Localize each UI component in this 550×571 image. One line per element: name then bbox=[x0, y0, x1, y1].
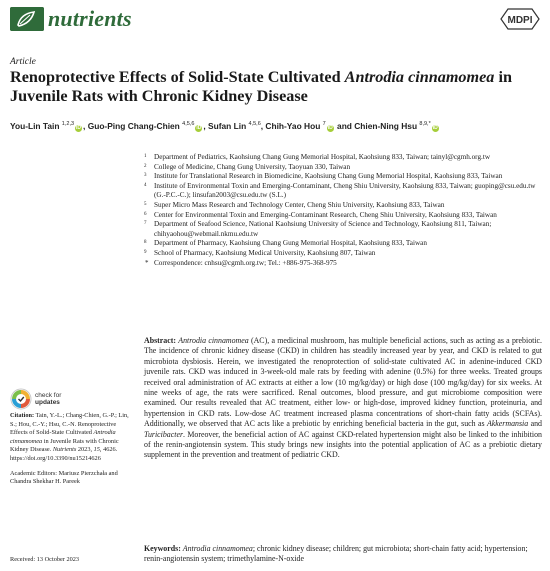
abstract-bacteria-2: Turicibacter bbox=[144, 429, 184, 439]
article-type: Article bbox=[10, 57, 36, 67]
keywords-text: ; chronic kidney disease; children; gut microbiota; short-chain fatty acid; hypertension; renin-angiotensin system; trimethylamine-N-oxide bbox=[144, 544, 528, 564]
abstract-label: Abstract: bbox=[144, 336, 179, 345]
author-list bbox=[10, 121, 545, 132]
orcid-icon[interactable]: iD bbox=[76, 125, 82, 131]
affiliation-item bbox=[144, 211, 544, 221]
citation-species: Antrodia cinnamomea bbox=[10, 429, 116, 445]
citation-block bbox=[10, 412, 130, 464]
editors-block bbox=[10, 470, 130, 487]
citation-label: Citation: bbox=[10, 412, 35, 419]
affiliation-text: Institute for Translational Research in Biomedicine, Kaohsiung Chang Gung Memorial Hospital, Kaohsiung 833, Taiwan bbox=[154, 172, 503, 181]
article-title bbox=[10, 68, 530, 106]
affiliation-number: 1 bbox=[144, 154, 147, 159]
citation-year: 2023, bbox=[76, 446, 94, 454]
affiliation-item bbox=[144, 239, 544, 249]
author-4[interactable] bbox=[265, 121, 334, 131]
mdpi-logo-icon bbox=[500, 8, 540, 30]
abstract-text-3: . Moreover, the beneficial action of AC against CKD-related hypertension might also be linked to the inhibition of the renin-angiotensin system. This study brings new insights into the potential application of AC as a prebiotic dietary supplement in the prevention and treatment of pediatric CKD. bbox=[144, 429, 542, 460]
author-affiliation-refs: 4,5,6 bbox=[248, 121, 261, 128]
abstract-species: Antrodia cinnamomea bbox=[178, 336, 249, 345]
keywords bbox=[144, 544, 542, 565]
affiliation-number: 2 bbox=[144, 163, 147, 169]
check-updates-line2: updates bbox=[35, 399, 60, 406]
author-affiliation-refs: 1,2,3 bbox=[61, 121, 75, 128]
citation-journal: Nutrients bbox=[52, 446, 77, 454]
citation-text-2: in Juvenile Rats with Chronic Kidney Disease. bbox=[10, 437, 119, 454]
affiliation-text: Department of Pediatrics, Kaohsiung Chang Gung Memorial Hospital, Kaohsiung 833, Taiwan; tainyl@cgmh.org.tw bbox=[154, 153, 491, 161]
affiliation-number: 4 bbox=[144, 182, 147, 188]
orcid-icon[interactable]: iD bbox=[432, 125, 438, 131]
orcid-icon[interactable]: iD bbox=[196, 125, 202, 131]
author-name: Sufan Lin bbox=[208, 121, 247, 131]
author-name: Chih-Yao Hou bbox=[265, 121, 321, 131]
title-part-1: Renoprotective Effects of Solid-State Cultivated bbox=[10, 68, 345, 86]
author-name: Guo-Ping Chang-Chien bbox=[87, 121, 180, 131]
check-updates-label bbox=[35, 392, 61, 407]
affiliation-item bbox=[144, 172, 544, 182]
mdpi-text: MDPI bbox=[507, 15, 533, 26]
affiliation-item bbox=[144, 249, 544, 259]
journal-emblem-icon bbox=[10, 7, 44, 31]
affiliation-text: Department of Pharmacy, Kaohsiung Chang Gung Memorial Hospital, Kaohsiung 833, Taiwan bbox=[154, 239, 427, 248]
author-name: You-Lin Tain bbox=[10, 121, 60, 131]
check-updates-icon bbox=[10, 388, 32, 410]
citation-volume: 15 bbox=[93, 446, 100, 454]
author-5[interactable] bbox=[354, 121, 439, 131]
affiliation-number: 7 bbox=[144, 221, 147, 227]
affiliation-number: 6 bbox=[144, 211, 147, 217]
author-separator: , bbox=[83, 121, 88, 131]
correspondence-marker: * bbox=[145, 258, 149, 267]
abstract bbox=[144, 336, 542, 461]
journal-name: nutrients bbox=[48, 6, 132, 31]
correspondence-text: Correspondence: cnhsu@cgmh.org.tw; Tel.: +886-975-368-975 bbox=[154, 258, 337, 267]
editors-label: Academic Editors: bbox=[10, 469, 58, 477]
check-updates-line1: check for bbox=[35, 391, 62, 399]
citation-text: Tain, Y.-L.; Chang-Chien, G.-P.; Lin, S.; Hou, C.-Y.; Hsu, C.-N. Renoprotective Effects of Solid-State Cultivated bbox=[10, 412, 129, 437]
author-3[interactable] bbox=[208, 121, 261, 131]
affiliation-number: 8 bbox=[144, 240, 147, 246]
author-affiliation-refs: 4,5,6 bbox=[182, 121, 195, 128]
affiliation-item bbox=[144, 201, 544, 211]
abstract-bacteria-1: Akkermansia bbox=[486, 419, 529, 429]
title-species: Antrodia cinnamomea bbox=[344, 68, 495, 86]
citation-sidebar bbox=[10, 412, 130, 493]
affiliation-list bbox=[144, 153, 544, 268]
author-name: Chien-Ning Hsu bbox=[354, 121, 418, 131]
author-affiliation-refs: 8,9,* bbox=[419, 121, 431, 128]
affiliation-item bbox=[144, 182, 544, 201]
author-joiner: and bbox=[334, 121, 355, 131]
received-date: Received: 13 October 2023 bbox=[10, 556, 80, 563]
citation-doi[interactable]: , 4626. https://doi.org/10.3390/nu15214626 bbox=[10, 446, 118, 462]
editors-text: Mariusz Pierzchała and Chandra Shekhar H. Pareek bbox=[10, 469, 118, 486]
orcid-icon[interactable]: iD bbox=[327, 125, 333, 131]
title-part-2: in Juvenile Rats with Chronic Kidney Disease bbox=[10, 68, 512, 105]
affiliation-number: 5 bbox=[144, 201, 147, 207]
author-affiliation-refs: 7 bbox=[322, 121, 326, 128]
check-for-updates-badge[interactable] bbox=[10, 388, 61, 410]
affiliation-text: Super Micro Mass Research and Technology Center, Cheng Shiu University, Kaohsiung 833, Taiwan bbox=[154, 200, 445, 209]
author-1[interactable] bbox=[10, 121, 83, 131]
mdpi-logo[interactable] bbox=[500, 8, 540, 30]
keywords-species: Antrodia cinnamomea bbox=[182, 544, 253, 553]
affiliation-text: Department of Seafood Science, National Kaohsiung University of Science and Technology, Kaohsiung 811, Taiwan; chihyaohou@webmail.nkmu.edu.tw bbox=[154, 220, 492, 238]
author-separator: , bbox=[260, 121, 266, 131]
author-separator: , bbox=[203, 121, 209, 131]
affiliation-item bbox=[144, 163, 544, 173]
affiliation-text: School of Pharmacy, Kaohsiung Medical University, Kaohsiung 807, Taiwan bbox=[154, 248, 376, 257]
affiliation-text: College of Medicine, Chang Gung University, Taoyuan 330, Taiwan bbox=[154, 162, 351, 171]
abstract-text-2: and bbox=[528, 419, 542, 429]
keywords-label: Keywords: bbox=[144, 544, 183, 553]
affiliation-text: Center for Environmental Toxin and Emerging-Contaminant Research, Cheng Shiu University, Kaohsiung 833, Taiwan bbox=[154, 210, 497, 219]
affiliation-item bbox=[144, 153, 544, 163]
author-2[interactable] bbox=[88, 121, 204, 131]
affiliation-item bbox=[144, 220, 544, 239]
affiliation-text: Institute of Environmental Toxin and Emerging-Contaminant, Cheng Shiu University, Kaohsiung 833, Taiwan; guoping@csu.edu.tw (G.-P.C.-C.); linsufan2003@csu.edu.tw (S.L.) bbox=[154, 181, 536, 200]
affiliation-number: 9 bbox=[144, 249, 147, 255]
abstract-text-1: (AC), a medicinal mushroom, has multiple beneficial actions, such as acting as a prebiotic. The incidence of chronic kidney disease (CKD) in children has steadily increased year by year, and CKD is related to gut microbiota dysbiosis. Herein, we investigated the renoprotection of solid-state cultivated AC in adenine-induced CKD juvenile rats. CKD was induced in 3-week-old male rats by feeding with adenine (0.5%) for three weeks. Treated groups received oral administration of AC extracts at either a low (10 mg/kg/day) or high dose (100 mg/kg/day) for six weeks. At nine weeks of age, the rats were sacrificed. Renal outcomes, blood pressure, and gut microbiome composition were examined. Our results revealed that AC treatment, either low- or high-dose, improved kidney function, proteinuria, and hypertension in CKD rats. Low-dose AC treatment increased plasma concentrations of short-chain fatty acids (SCFAs). Additionally, we observed that AC acts like a prebiotic by enriching beneficial bacteria in the gut, such as bbox=[144, 336, 543, 429]
correspondence-item bbox=[144, 259, 544, 269]
journal-header bbox=[10, 6, 540, 36]
journal-logo[interactable] bbox=[10, 6, 132, 32]
affiliation-number: 3 bbox=[144, 173, 147, 179]
